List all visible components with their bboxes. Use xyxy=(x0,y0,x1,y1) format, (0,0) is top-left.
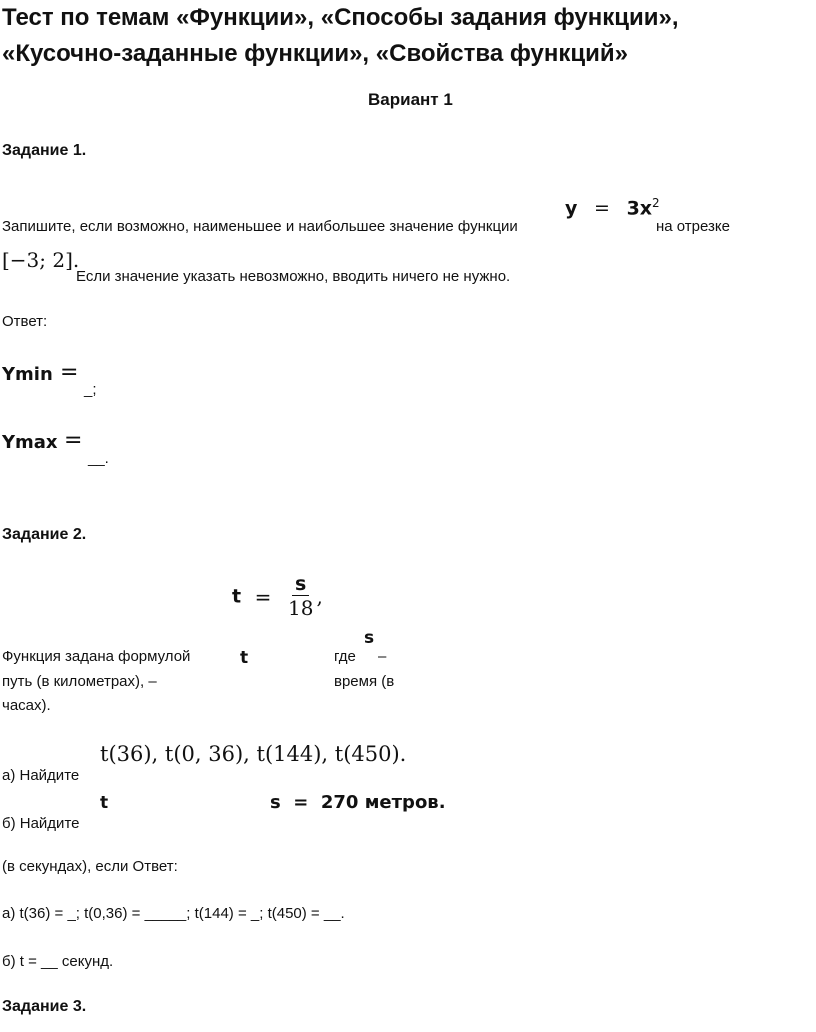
task2-line2-right: время (в xyxy=(334,673,395,690)
formula-eq: = xyxy=(254,584,272,609)
task1-heading: Задание 1. xyxy=(2,142,87,159)
task2-seconds-line: (в секундах), если Ответ: xyxy=(2,858,178,875)
formula-comma: , xyxy=(316,584,323,609)
task2-s-symbol: s xyxy=(364,628,375,648)
task1-interval: [−3; 2]. xyxy=(2,248,80,272)
ymin-eq: = xyxy=(60,360,79,385)
task1-note: Если значение указать невозможно, вводить ничего не нужно. xyxy=(76,268,511,285)
formula-exp: 2 xyxy=(652,196,660,210)
fraction-denominator: 18 xyxy=(287,596,314,620)
formula-eq: = xyxy=(594,197,610,220)
ymax-eq: = xyxy=(64,428,83,453)
task2-b-label: б) Найдите xyxy=(2,815,80,832)
task2-line1-where: где xyxy=(334,648,356,665)
task2-line2-left: путь (в километрах), – xyxy=(2,673,157,690)
task2-formula xyxy=(232,574,323,619)
task3-heading: Задание 3. xyxy=(2,998,87,1015)
task2-values-formula: t(36), t(0, 36), t(144), t(450). xyxy=(100,742,407,766)
task2-heading: Задание 2. xyxy=(2,526,87,543)
title-line-2: «Кусочно-заданные функции», «Свойства функций» xyxy=(2,40,629,67)
formula-fraction xyxy=(285,574,316,619)
task1-text-after: на отрезке xyxy=(656,218,730,235)
task2-dash: – xyxy=(378,648,387,665)
task2-answer-a[interactable]: а) t(36) = _; t(0,36) = _____; t(144) = _; t(450) = __. xyxy=(2,905,345,922)
formula-t: t xyxy=(232,585,242,608)
title-line-1: Тест по темам «Функции», «Способы задания функции», xyxy=(2,4,679,31)
fraction-numerator: s xyxy=(292,574,309,596)
formula-coef: 3x xyxy=(626,197,653,220)
task1-answer-label: Ответ: xyxy=(2,313,48,330)
task2-b-formula: s = 270 метров. xyxy=(270,792,446,813)
task1-text-before: Запишите, если возможно, наименьшее и наибольшее значение функции xyxy=(2,218,518,235)
task2-a-label: а) Найдите xyxy=(2,767,80,784)
ymin-blank[interactable]: _; xyxy=(84,381,97,398)
task2-b-t: t xyxy=(100,793,109,813)
ymax-blank[interactable]: __. xyxy=(88,450,109,467)
variant-heading: Вариант 1 xyxy=(368,90,453,109)
ymin-label: Ymin xyxy=(2,364,53,385)
task1-formula xyxy=(565,196,660,219)
task2-line1-t: t xyxy=(240,648,249,668)
task2-line3: часах). xyxy=(2,697,51,714)
ymax-label: Ymax xyxy=(2,432,58,453)
formula-y: y xyxy=(565,197,578,220)
task2-line1-text: Функция задана формулой xyxy=(2,648,191,665)
task2-answer-b[interactable]: б) t = __ секунд. xyxy=(2,953,114,970)
